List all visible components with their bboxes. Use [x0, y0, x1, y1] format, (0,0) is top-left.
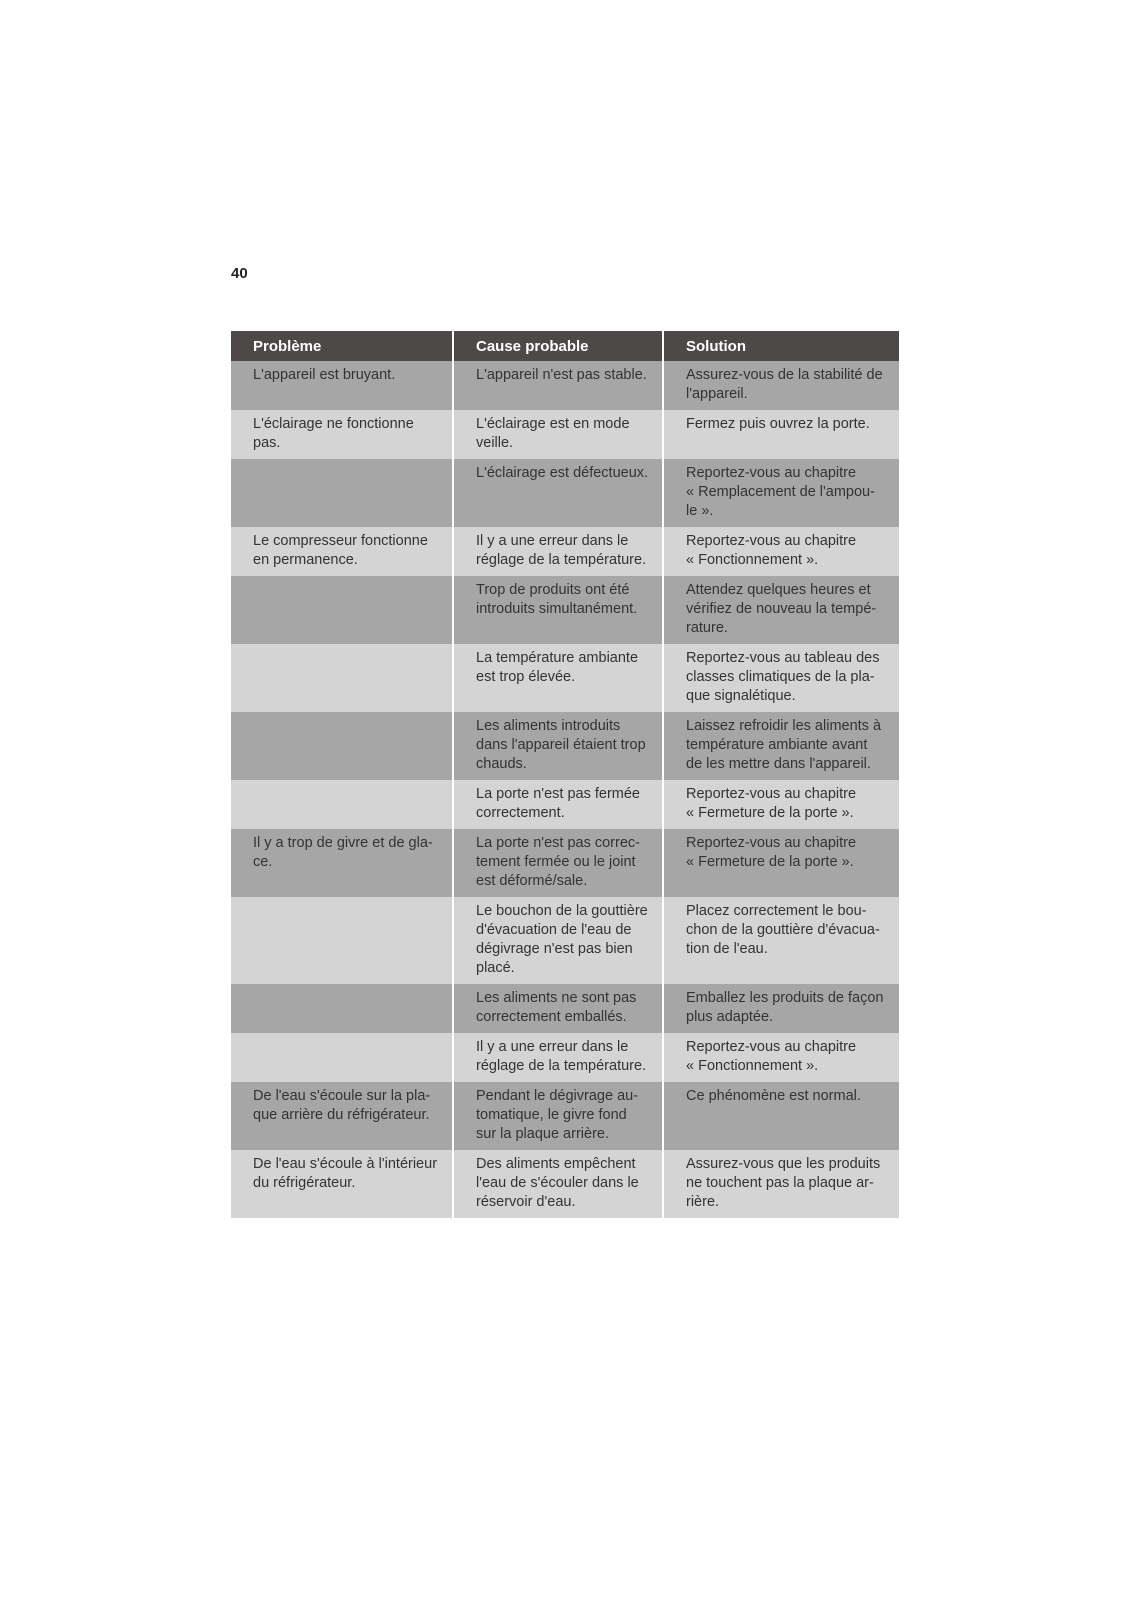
solution-cell: Laissez refroidir les aliments à température ambiante avant de les mettre dans l'appareil. — [663, 712, 899, 780]
problem-cell — [231, 712, 453, 780]
problem-cell: L'appareil est bruyant. — [231, 361, 453, 410]
table-row — [231, 410, 899, 459]
table-row — [231, 1150, 899, 1218]
cause-cell: La porte n'est pas fermée correctement. — [453, 780, 663, 829]
solution-cell: Placez correctement le bou- chon de la gouttière d'évacua- tion de l'eau. — [663, 897, 899, 984]
problem-cell: De l'eau s'écoule sur la pla- que arrière du réfrigérateur. — [231, 1082, 453, 1150]
table-row — [231, 361, 899, 410]
cause-cell: Il y a une erreur dans le réglage de la température. — [453, 1033, 663, 1082]
table-row — [231, 712, 899, 780]
solution-cell: Ce phénomène est normal. — [663, 1082, 899, 1150]
problem-cell — [231, 897, 453, 984]
problem-cell — [231, 1033, 453, 1082]
solution-cell: Reportez-vous au chapitre « Fonctionnement ». — [663, 1033, 899, 1082]
problem-cell — [231, 780, 453, 829]
solution-cell: Reportez-vous au chapitre « Remplacement de l'ampou- le ». — [663, 459, 899, 527]
cause-cell: La température ambiante est trop élevée. — [453, 644, 663, 712]
problem-cell: Le compresseur fonctionne en permanence. — [231, 527, 453, 576]
problem-cell — [231, 984, 453, 1033]
table-row — [231, 527, 899, 576]
cause-cell: La porte n'est pas correc- tement fermée ou le joint est déformé/sale. — [453, 829, 663, 897]
header-cause: Cause probable — [453, 331, 663, 361]
table-row — [231, 897, 899, 984]
header-solution: Solution — [663, 331, 899, 361]
solution-cell: Reportez-vous au tableau des classes climatiques de la pla- que signalétique. — [663, 644, 899, 712]
solution-cell: Reportez-vous au chapitre « Fonctionnement ». — [663, 527, 899, 576]
solution-cell: Attendez quelques heures et vérifiez de nouveau la tempé- rature. — [663, 576, 899, 644]
problem-cell — [231, 459, 453, 527]
cause-cell: Des aliments empêchent l'eau de s'écouler dans le réservoir d'eau. — [453, 1150, 663, 1218]
problem-cell: Il y a trop de givre et de gla- ce. — [231, 829, 453, 897]
solution-cell: Assurez-vous de la stabilité de l'appareil. — [663, 361, 899, 410]
cause-cell: Pendant le dégivrage au- tomatique, le givre fond sur la plaque arrière. — [453, 1082, 663, 1150]
table-row — [231, 1082, 899, 1150]
solution-cell: Emballez les produits de façon plus adaptée. — [663, 984, 899, 1033]
table-row — [231, 829, 899, 897]
cause-cell: L'appareil n'est pas stable. — [453, 361, 663, 410]
solution-cell: Reportez-vous au chapitre « Fermeture de la porte ». — [663, 780, 899, 829]
table-row — [231, 576, 899, 644]
problem-cell: L'éclairage ne fonctionne pas. — [231, 410, 453, 459]
header-problem: Problème — [231, 331, 453, 361]
problem-cell — [231, 644, 453, 712]
solution-cell: Assurez-vous que les produits ne touchent pas la plaque ar- rière. — [663, 1150, 899, 1218]
solution-cell: Reportez-vous au chapitre « Fermeture de la porte ». — [663, 829, 899, 897]
cause-cell: Il y a une erreur dans le réglage de la température. — [453, 527, 663, 576]
cause-cell: Les aliments ne sont pas correctement emballés. — [453, 984, 663, 1033]
page-number: 40 — [231, 265, 248, 282]
cause-cell: L'éclairage est défectueux. — [453, 459, 663, 527]
problem-cell: De l'eau s'écoule à l'intérieur du réfrigérateur. — [231, 1150, 453, 1218]
cause-cell: L'éclairage est en mode veille. — [453, 410, 663, 459]
table-row — [231, 1033, 899, 1082]
solution-cell: Fermez puis ouvrez la porte. — [663, 410, 899, 459]
troubleshooting-table — [231, 331, 899, 1218]
table-row — [231, 644, 899, 712]
table-row — [231, 780, 899, 829]
cause-cell: Trop de produits ont été introduits simultanément. — [453, 576, 663, 644]
table-header-row — [231, 331, 899, 361]
table-row — [231, 459, 899, 527]
cause-cell: Le bouchon de la gouttière d'évacuation de l'eau de dégivrage n'est pas bien placé. — [453, 897, 663, 984]
table-row — [231, 984, 899, 1033]
cause-cell: Les aliments introduits dans l'appareil étaient trop chauds. — [453, 712, 663, 780]
problem-cell — [231, 576, 453, 644]
